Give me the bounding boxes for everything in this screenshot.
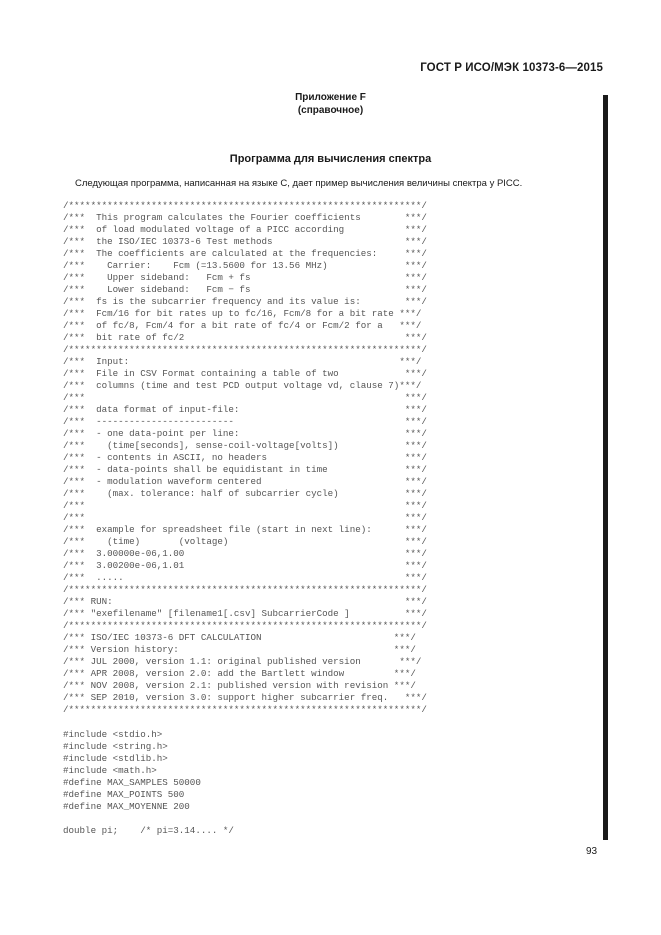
- code-line: /*** File in CSV Format containing a table of two ***/: [63, 368, 427, 379]
- code-line: /*** ------------------------- ***/: [63, 416, 427, 427]
- code-line: /*** APR 2008, version 2.0: add the Bartlett window ***/: [63, 668, 416, 679]
- intro-paragraph: Следующая программа, написанная на языке С, дает пример вычисления величины спектра у PICC.: [75, 178, 523, 189]
- code-line: /*** NOV 2008, version 2.1: published version with revision ***/: [63, 680, 416, 691]
- code-line: /*** ***/: [63, 392, 427, 403]
- change-bar: [603, 95, 608, 840]
- code-line: /*** - modulation waveform centered ***/: [63, 476, 427, 487]
- code-line: /*** bit rate of fc/2 ***/: [63, 332, 427, 343]
- code-line: /*** (time[seconds], sense-coil-voltage[volts]) ***/: [63, 440, 427, 451]
- code-line: /*** Version history: ***/: [63, 644, 416, 655]
- code-line: #include <math.h>: [63, 765, 157, 776]
- code-line: /*** - data-points shall be equidistant in time ***/: [63, 464, 427, 475]
- code-line: /*** Upper sideband: Fcm + fs ***/: [63, 272, 427, 283]
- code-line: /*** SEP 2010, version 3.0: support higher subcarrier freq. ***/: [63, 692, 427, 703]
- code-includes-block: [63, 729, 201, 813]
- code-line: /*** "exefilename" [filename1[.csv] SubcarrierCode ] ***/: [63, 608, 427, 619]
- section-title: Программа для вычисления спектра: [229, 153, 432, 165]
- code-declaration: [63, 825, 234, 837]
- code-line: #include <stdio.h>: [63, 729, 163, 740]
- code-line: /*** ..... ***/: [63, 572, 427, 583]
- standard-designation: ГОСТ Р ИСО/МЭК 10373-6—2015: [420, 62, 603, 74]
- code-line: /****************************************************************/: [63, 704, 427, 715]
- code-line: #define MAX_MOYENNE 200: [63, 801, 190, 812]
- code-line: /*** Carrier: Fcm (=13.5600 for 13.56 MHz) ***/: [63, 260, 427, 271]
- code-line: /*** - one data-point per line: ***/: [63, 428, 427, 439]
- code-line: /*** This program calculates the Fourier coefficients ***/: [63, 212, 427, 223]
- code-line: /*** RUN: ***/: [63, 596, 427, 607]
- code-line: /****************************************************************/: [63, 200, 427, 211]
- code-line: /*** JUL 2000, version 1.1: original published version ***/: [63, 656, 422, 667]
- code-line: /*** (max. tolerance: half of subcarrier cycle) ***/: [63, 488, 427, 499]
- code-line: /*** of load modulated voltage of a PICC according ***/: [63, 224, 427, 235]
- code-line: /*** 3.00000e-06,1.00 ***/: [63, 548, 427, 559]
- code-line: /*** - contents in ASCII, no headers ***/: [63, 452, 427, 463]
- appendix-note: (справочное): [297, 105, 364, 116]
- page-number: 93: [586, 846, 598, 857]
- code-line: /*** the ISO/IEC 10373-6 Test methods ***/: [63, 236, 427, 247]
- code-line: /*** columns (time and test PCD output voltage vd, clause 7)***/: [63, 380, 422, 391]
- code-line: /*** The coefficients are calculated at the frequencies: ***/: [63, 248, 427, 259]
- code-line: /*** data format of input-file: ***/: [63, 404, 427, 415]
- code-line: /*** (time) (voltage) ***/: [63, 536, 427, 547]
- code-line: /*** Lower sideband: Fcm − fs ***/: [63, 284, 427, 295]
- code-line: /****************************************************************/: [63, 620, 427, 631]
- code-line: /****************************************************************/: [63, 344, 427, 355]
- code-line: /*** ISO/IEC 10373-6 DFT CALCULATION ***/: [63, 632, 416, 643]
- code-comment-block: [63, 200, 427, 716]
- code-line: #define MAX_POINTS 500: [63, 789, 185, 800]
- code-line: /*** Input: ***/: [63, 356, 422, 367]
- code-line: /*** Fcm/16 for bit rates up to fc/16, Fcm/8 for a bit rate ***/: [63, 308, 422, 319]
- code-line: /*** ***/: [63, 512, 427, 523]
- code-line: /*** ***/: [63, 500, 427, 511]
- code-line: /*** of fc/8, Fcm/4 for a bit rate of fc/4 or Fcm/2 for a ***/: [63, 320, 422, 331]
- code-line: /*** 3.00200e-06,1.01 ***/: [63, 560, 427, 571]
- code-line: double pi; /* pi=3.14.... */: [63, 825, 234, 836]
- code-line: #include <string.h>: [63, 741, 168, 752]
- appendix-title: Приложение F: [295, 92, 366, 103]
- code-line: #include <stdlib.h>: [63, 753, 168, 764]
- code-line: /****************************************************************/: [63, 584, 427, 595]
- code-line: /*** fs is the subcarrier frequency and its value is: ***/: [63, 296, 427, 307]
- code-line: /*** example for spreadsheet file (start in next line): ***/: [63, 524, 427, 535]
- code-line: #define MAX_SAMPLES 50000: [63, 777, 201, 788]
